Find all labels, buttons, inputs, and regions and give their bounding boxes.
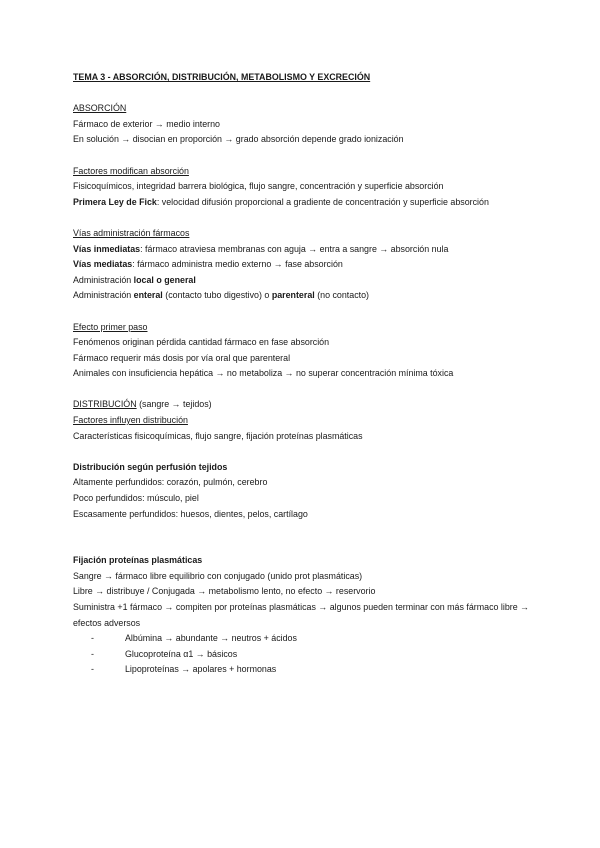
vias-inmediatas	[73, 242, 553, 258]
proteinas-list	[73, 631, 553, 678]
efecto-line-2: Fármaco requerir más dosis por vía oral que parenteral	[73, 352, 291, 363]
efecto-heading: Efecto primer paso	[73, 321, 148, 332]
perfusion-line-3: Escasamente perfundidos: huesos, dientes, pelos, cartílago	[73, 508, 308, 519]
fijacion-heading: Fijación proteínas plasmáticas	[73, 555, 203, 566]
list-item	[91, 631, 553, 647]
absorcion-heading: ABSORCIÓN	[73, 103, 127, 114]
factores-line-1: Fisicoquímicos, integridad barrera biológica, flujo sangre, concentración y superficie absorción	[73, 181, 444, 192]
administracion-local	[73, 273, 553, 289]
administracion-local-prefix: Administración	[73, 274, 134, 285]
enteral-bold: enteral	[133, 290, 163, 301]
vias-heading: Vías administración fármacos	[73, 227, 190, 238]
fijacion-line-1: Sangre → fármaco libre equilibrio con conjugado (unido prot plasmáticas)	[73, 570, 363, 581]
document-page	[73, 70, 553, 678]
administracion-enteral-prefix: Administración	[73, 290, 134, 301]
list-item-text: Glucoproteína α1 → básicos	[125, 648, 238, 659]
fick-paragraph	[73, 195, 553, 211]
vias-mediatas	[73, 257, 553, 273]
perfusion-line-2: Poco perfundidos: músculo, piel	[73, 493, 199, 504]
distribucion-heading-suffix: (sangre → tejidos)	[136, 399, 212, 410]
list-item	[91, 647, 553, 663]
distribucion-heading-line	[73, 397, 553, 413]
vias-mediatas-label: Vías mediatas	[73, 259, 133, 270]
distribucion-line-1: Características fisicoquímicas, flujo sangre, fijación proteínas plasmáticas	[73, 430, 363, 441]
perfusion-line-1: Altamente perfundidos: corazón, pulmón, cerebro	[73, 477, 268, 488]
factores-heading: Factores modifican absorción	[73, 165, 189, 176]
list-item-text: Albúmina → abundante → neutros + ácidos	[125, 633, 297, 644]
dash-marker: -	[91, 633, 94, 644]
fick-text: : velocidad difusión proporcional a gradiente de concentración y superficie absorción	[156, 196, 489, 207]
vias-inmediatas-text: : fármaco atraviesa membranas con aguja → entra a sangre → absorción nula	[140, 243, 449, 254]
enteral-text: (contacto tubo digestivo) o	[162, 290, 272, 301]
fijacion-line-2: Libre → distribuye / Conjugada → metabolismo lento, no efecto → reservorio	[73, 586, 376, 597]
dash-marker: -	[91, 648, 94, 659]
absorcion-line-2: En solución → disocian en proporción → grado absorción depende grado ionización	[73, 134, 404, 145]
absorcion-line-1: Fármaco de exterior → medio interno	[73, 118, 220, 129]
parenteral-bold: parenteral	[271, 290, 315, 301]
vias-inmediatas-label: Vías inmediatas	[73, 243, 141, 254]
parenteral-text: (no contacto)	[314, 290, 369, 301]
administracion-local-bold: local o general	[133, 274, 196, 285]
document-title: TEMA 3 - ABSORCIÓN, DISTRIBUCIÓN, METABOLISMO Y EXCRECIÓN	[73, 72, 371, 82]
fijacion-line-3: Suministra +1 fármaco → compiten por proteínas plasmáticas → algunos pueden terminar con más fármaco libre → efectos adversos	[73, 602, 530, 628]
vias-mediatas-text: : fármaco administra medio externo → fase absorción	[132, 259, 343, 270]
efecto-line-1: Fenómenos originan pérdida cantidad fármaco en fase absorción	[73, 337, 330, 348]
efecto-line-3: Animales con insuficiencia hepática → no metaboliza → no superar concentración mínima tóxica	[73, 368, 454, 379]
distribucion-subheading: Factores influyen distribución	[73, 415, 188, 426]
dash-marker: -	[91, 664, 94, 675]
administracion-enteral	[73, 288, 553, 304]
list-item-text: Lipoproteínas → apolares + hormonas	[125, 664, 277, 675]
distribucion-heading: DISTRIBUCIÓN	[73, 399, 137, 410]
perfusion-heading: Distribución según perfusión tejidos	[73, 461, 228, 472]
list-item	[91, 662, 553, 678]
fick-label: Primera Ley de Fick	[73, 196, 157, 207]
